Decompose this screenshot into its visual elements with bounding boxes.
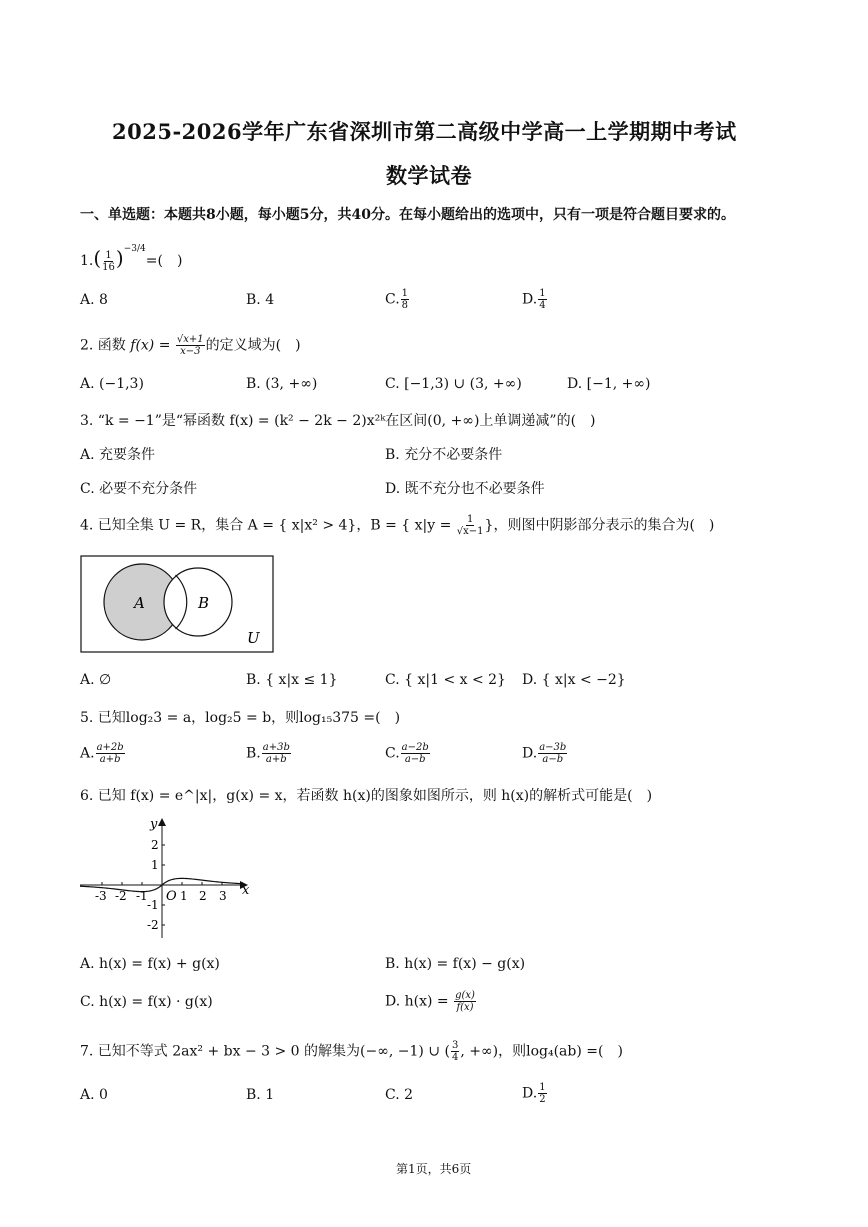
q5-c-num: a−2b (401, 742, 429, 753)
q1-option-d-label: D. (522, 291, 538, 308)
q2-option-d[interactable]: D. [−1, +∞) (567, 376, 651, 392)
q6-option-d[interactable] (385, 990, 477, 1013)
q1-d-num: 1 (539, 288, 546, 299)
xtick-neg2: -2 (115, 889, 127, 903)
q5-option-a[interactable] (80, 742, 126, 765)
q2-option-c[interactable]: C. [−1,3) ∪ (3, +∞) (385, 376, 522, 392)
q7-d-den: 2 (539, 1094, 546, 1105)
question-2 (80, 334, 301, 357)
q4-text-a: 4. 已知全集 U = R，集合 A = { x|x² > 4}，B = { x|y = (80, 517, 456, 534)
q2-suffix: 的定义域为( ) (205, 337, 301, 354)
q5-c-den: a−b (404, 754, 426, 765)
q7-option-b[interactable]: B. 1 (246, 1087, 275, 1103)
q7-d-num: 1 (539, 1082, 546, 1093)
page-subtitle: 数学试卷 (386, 163, 472, 188)
venn-label-a: A (134, 594, 145, 612)
question-7 (80, 1040, 623, 1063)
q2-num: √x+1 (176, 334, 204, 345)
venn-label-b: B (198, 594, 210, 612)
q1-prefix: 1. (80, 253, 94, 269)
q3-option-b[interactable]: B. 充分不必要条件 (385, 447, 503, 463)
q1-option-b[interactable]: B. 4 (246, 292, 275, 308)
q4-option-d[interactable]: D. { x|x < −2} (522, 672, 626, 688)
q1-option-c[interactable] (385, 288, 410, 311)
q7-text-b: , +∞)，则log₄(ab) =( ) (460, 1043, 623, 1060)
q5-a-den: a+b (99, 754, 121, 765)
ytick-neg2: -2 (147, 918, 159, 932)
q2-fraction (176, 334, 205, 357)
q1-suffix: =( ) (145, 253, 183, 269)
q2-prefix: 2. 函数 (80, 337, 131, 354)
xtick-3: 3 (219, 889, 227, 903)
q1-den: 16 (102, 261, 115, 273)
q2-fx: f(x) = (130, 337, 175, 354)
venn-diagram (80, 555, 275, 655)
q1-fraction (102, 250, 115, 273)
graph-origin: O (166, 889, 177, 904)
q4-num: 1 (466, 514, 474, 525)
q4-option-b[interactable]: B. { x|x ≤ 1} (246, 672, 338, 688)
q5-option-d[interactable] (522, 742, 568, 765)
question-3: 3. “k = −1”是“幂函数 f(x) = (k² − 2k − 2)x²ᵏ在区间(0, +∞)上单调递减”的( ) (80, 413, 596, 429)
ytick-1: 1 (151, 858, 159, 872)
q7-option-c[interactable]: C. 2 (385, 1087, 414, 1103)
q1-num: 1 (105, 249, 112, 261)
q7-text-a: 7. 已知不等式 2ax² + bx − 3 > 0 的解集为(−∞, −1) ∪ ( (80, 1043, 450, 1060)
q3-option-c[interactable]: C. 必要不充分条件 (80, 481, 198, 497)
q1-option-a[interactable]: A. 8 (80, 292, 108, 308)
graph-ylabel: y (150, 817, 158, 832)
q5-d-label: D. (522, 745, 538, 762)
q4-den: √x−1 (456, 526, 484, 537)
q7-option-a[interactable]: A. 0 (80, 1087, 108, 1103)
page-title: 2025-2026学年广东省深圳市第二高级中学高一上学期期中考试 (112, 119, 737, 144)
q2-option-a[interactable]: A. (−1,3) (80, 376, 144, 392)
q6-d-num: g(x) (455, 990, 475, 1001)
q1-d-den: 4 (539, 300, 546, 311)
page-footer: 第1页，共6页 (396, 1162, 472, 1176)
q3-option-a[interactable]: A. 充要条件 (80, 447, 156, 463)
q7-num: 3 (451, 1040, 459, 1051)
q1-c-num: 1 (401, 288, 409, 299)
q1-option-c-label: C. (385, 291, 400, 308)
q7-d-label: D. (522, 1085, 538, 1102)
section-header: 一、单选题：本题共8小题，每小题5分，共40分。在每小题给出的选项中，只有一项是符合题目要求的。 (80, 207, 735, 223)
q5-b-label: B. (246, 745, 261, 762)
q5-d-den: a−b (542, 754, 564, 765)
q4-fraction (457, 514, 484, 537)
xtick-neg1: -1 (136, 889, 148, 903)
q6-option-c[interactable]: C. h(x) = f(x) · g(x) (80, 994, 213, 1010)
q5-a-label: A. (80, 745, 95, 762)
xtick-1: 1 (180, 889, 188, 903)
ytick-neg1: -1 (147, 898, 159, 912)
q3-option-d[interactable]: D. 既不充分也不必要条件 (385, 481, 545, 497)
q2-den: x−3 (180, 346, 201, 357)
q1-exponent: −3/4 (123, 244, 146, 255)
xtick-2: 2 (199, 889, 207, 903)
q5-a-num: a+2b (96, 742, 124, 753)
question-4 (80, 514, 714, 537)
q5-c-label: C. (385, 745, 400, 762)
q4-option-c[interactable]: C. { x|1 < x < 2} (385, 672, 506, 688)
ytick-2: 2 (151, 838, 159, 852)
graph-xlabel: x (242, 883, 250, 898)
question-5: 5. 已知log₂3 = a，log₂5 = b，则log₁₅375 =( ) (80, 710, 401, 726)
q6-d-den: f(x) (456, 1002, 474, 1013)
q1-option-d[interactable] (522, 288, 548, 311)
q5-b-num: a+3b (262, 742, 290, 753)
venn-label-u: U (247, 629, 260, 647)
q6-d-label: D. h(x) = (385, 993, 454, 1010)
q7-option-d[interactable] (522, 1082, 548, 1105)
q5-option-b[interactable] (246, 742, 292, 765)
q7-den: 4 (451, 1052, 459, 1063)
q4-option-a[interactable]: A. ∅ (80, 672, 112, 688)
q6-option-b[interactable]: B. h(x) = f(x) − g(x) (385, 956, 526, 972)
q5-option-c[interactable] (385, 742, 431, 765)
question-1: 1.( $\frac{1}{16}$ )$^{-3/4}$=( ) (80, 244, 183, 273)
q2-option-b[interactable]: B. (3, +∞) (246, 376, 318, 392)
function-graph (78, 814, 258, 942)
q1-c-den: 8 (401, 300, 409, 311)
q6-option-a[interactable]: A. h(x) = f(x) + g(x) (80, 956, 220, 972)
q5-d-num: a−3b (539, 742, 567, 753)
xtick-neg3: -3 (95, 889, 107, 903)
question-6: 6. 已知 f(x) = e^|x|，g(x) = x，若函数 h(x)的图象如图所示，则 h(x)的解析式可能是( ) (80, 788, 653, 804)
q4-text-b: }，则图中阴影部分表示的集合为( ) (484, 517, 715, 534)
q5-b-den: a+b (265, 754, 287, 765)
